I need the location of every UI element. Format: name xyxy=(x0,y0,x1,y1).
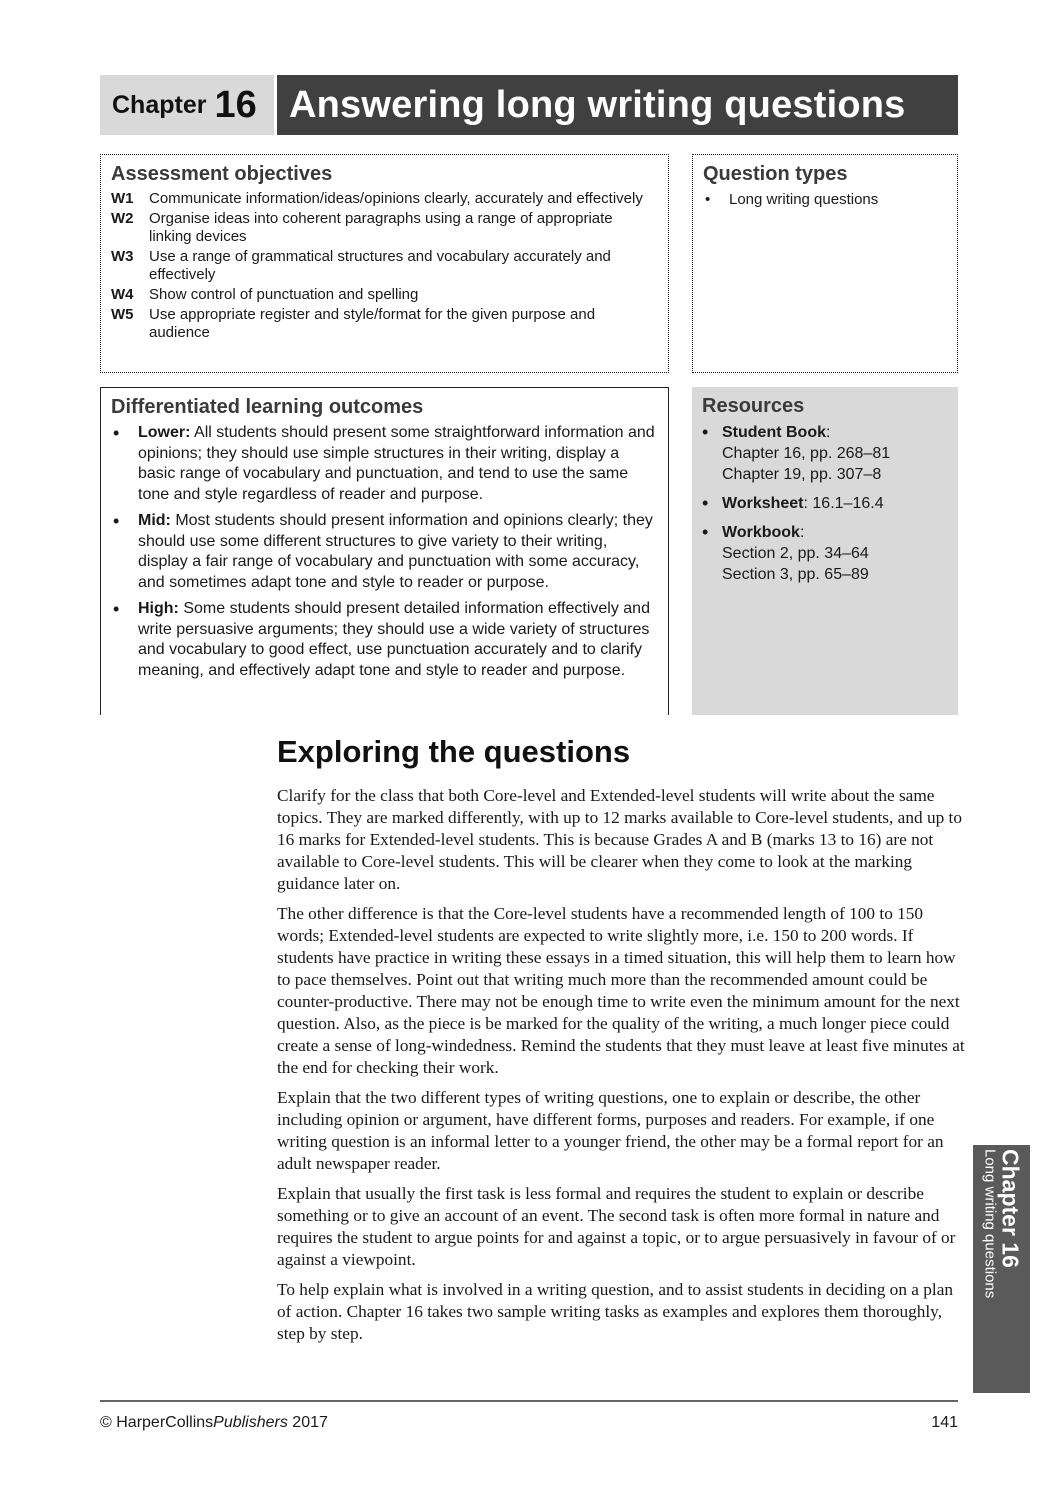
resource-line: Chapter 16, pp. 268–81 xyxy=(722,445,891,462)
objective-code: W2 xyxy=(111,210,134,227)
paragraph: To help explain what is involved in a writing question, and to assist students in deciding on a plan of action. Chapter 16 takes two sample writing tasks as examples and explores them thoroughly, step by step. xyxy=(277,1280,954,1343)
question-types-heading: Question types xyxy=(703,163,848,185)
question-type-text: Long writing questions xyxy=(729,191,879,208)
paragraph: The other difference is that the Core-level students have a recommended length of 100 to 150 words; Extended-level students are expected to write slightly more, i.e. 150 to 200 words. If students have practice in writing these essays in a timed situation, this will help them to learn how to pace themselves. Point out that writing much more than the recommended amount could be counter-productive. There may not be enough time to write even the minimum amount for the next question. Also, as the piece is be marked for the quality of the writing, a much longer piece could create a sense of long-windedness. Remind the students that they must leave at least five minutes at the end for checking their work. xyxy=(277,904,965,1077)
resource-item xyxy=(702,493,948,514)
paragraph: Explain that the two different types of writing questions, one to explain or describe, the other including opinion or argument, have different forms, purposes and readers. For example, if one writing question is an informal letter to a younger friend, the other may be a formal report for an adult newspaper reader. xyxy=(277,1088,944,1173)
objective-row xyxy=(111,286,658,304)
objective-row xyxy=(111,210,658,246)
objective-row xyxy=(111,306,658,342)
resource-line: Section 2, pp. 34–64 xyxy=(722,545,869,562)
objective-text: Communicate information/ideas/opinions clearly, accurately and effectively xyxy=(149,190,643,207)
outcome-text: Most students should present information and opinions clearly; they should use some different structures to give variety to their writing, display a fair range of vocabulary and punctuation with some accuracy, and sometimes adapt tone and style to reader or purpose. xyxy=(138,512,653,591)
assessment-objectives-heading: Assessment objectives xyxy=(111,163,333,185)
outcome-label: High: xyxy=(138,600,179,617)
resource-label: Student Book xyxy=(722,424,826,441)
resource-item xyxy=(702,522,948,585)
objective-row xyxy=(111,248,658,284)
resource-line: Section 3, pp. 65–89 xyxy=(722,566,869,583)
outcome-text: All students should present some straightforward information and opinions; they should use simple structures in their writing, display a basic range of vocabulary and punctuation, and tend to use the same tone and style regardless of reader and purpose. xyxy=(138,424,655,503)
outcome-text: Some students should present detailed information effectively and write persuasive arguments; they should use a wide variety of structures and vocabulary to good effect, use punctuation accurately and to clarify meaning, and effectively adapt tone and style to reader and purpose. xyxy=(138,600,650,679)
objective-text: Use a range of grammatical structures and vocabulary accurately and effectively xyxy=(149,248,611,283)
outcome-item xyxy=(111,599,658,681)
resource-line: Chapter 19, pp. 307–8 xyxy=(722,466,882,483)
objective-code: W3 xyxy=(111,248,134,265)
chapter-word: Chapter xyxy=(112,90,207,119)
copyright: © HarperCollinsPublishers 2017 xyxy=(100,1414,328,1431)
footer-divider xyxy=(100,1400,958,1402)
bullet-icon: • xyxy=(702,422,709,442)
resources-heading: Resources xyxy=(702,395,805,417)
objective-code: W1 xyxy=(111,190,134,207)
bullet-icon: • xyxy=(113,511,120,531)
outcome-label: Mid: xyxy=(138,512,171,529)
resource-suffix: : xyxy=(799,524,805,541)
chapter-number: 16 xyxy=(214,83,257,126)
chapter-label-box xyxy=(100,75,274,135)
outcome-label: Lower: xyxy=(138,424,191,441)
bullet-icon: • xyxy=(702,522,709,542)
body-text xyxy=(277,785,967,1353)
objective-row xyxy=(111,190,658,208)
resources-box xyxy=(692,387,958,715)
resource-item xyxy=(702,422,948,485)
chapter-title: Answering long writing questions xyxy=(289,83,906,126)
paragraph: Explain that usually the first task is less formal and requires the student to explain or describe something or to give an account of an event. The second task is often more formal in nature and requires the student to argue points for and against a topic, or to argue persuasively in favour of or against a viewpoint. xyxy=(277,1184,956,1269)
resource-label: Workbook xyxy=(722,524,800,541)
assessment-objectives-box xyxy=(100,154,669,373)
learning-outcomes-heading: Differentiated learning outcomes xyxy=(111,396,424,418)
objective-text: Use appropriate register and style/format for the given purpose and audience xyxy=(149,306,596,341)
resource-suffix: : xyxy=(826,424,831,441)
objective-code: W5 xyxy=(111,306,134,323)
question-types-box xyxy=(692,154,958,373)
bullet-icon: • xyxy=(113,599,120,619)
resource-suffix: : 16.1–16.4 xyxy=(803,495,884,512)
outcome-item xyxy=(111,511,658,593)
side-tab-subtitle: Long writing questions xyxy=(981,1149,998,1299)
section-heading: Exploring the questions xyxy=(277,734,631,769)
chapter-side-tab xyxy=(973,1145,1030,1393)
list-item xyxy=(703,190,947,210)
resource-label: Worksheet xyxy=(722,495,804,512)
bullet-icon: • xyxy=(113,423,120,443)
chapter-title-box xyxy=(277,75,958,135)
objective-code: W4 xyxy=(111,286,134,303)
bullet-icon: • xyxy=(702,493,709,513)
side-tab-chapter: Chapter 16 xyxy=(997,1149,1023,1268)
outcome-item xyxy=(111,423,658,505)
bullet-icon: • xyxy=(705,191,711,208)
page-number: 141 xyxy=(931,1414,958,1431)
objective-text: Organise ideas into coherent paragraphs using a range of appropriate linking devices xyxy=(149,210,613,245)
objective-text: Show control of punctuation and spelling xyxy=(149,286,419,303)
learning-outcomes-box xyxy=(100,387,669,715)
paragraph: Clarify for the class that both Core-level and Extended-level students will write about the same topics. They are marked differently, with up to 12 marks available to Core-level students, and up to 16 marks for Extended-level students. This is because Grades A and B (marks 13 to 16) are not available to Core-level students. This will be clearer when they come to look at the marking guidance later on. xyxy=(277,786,962,893)
